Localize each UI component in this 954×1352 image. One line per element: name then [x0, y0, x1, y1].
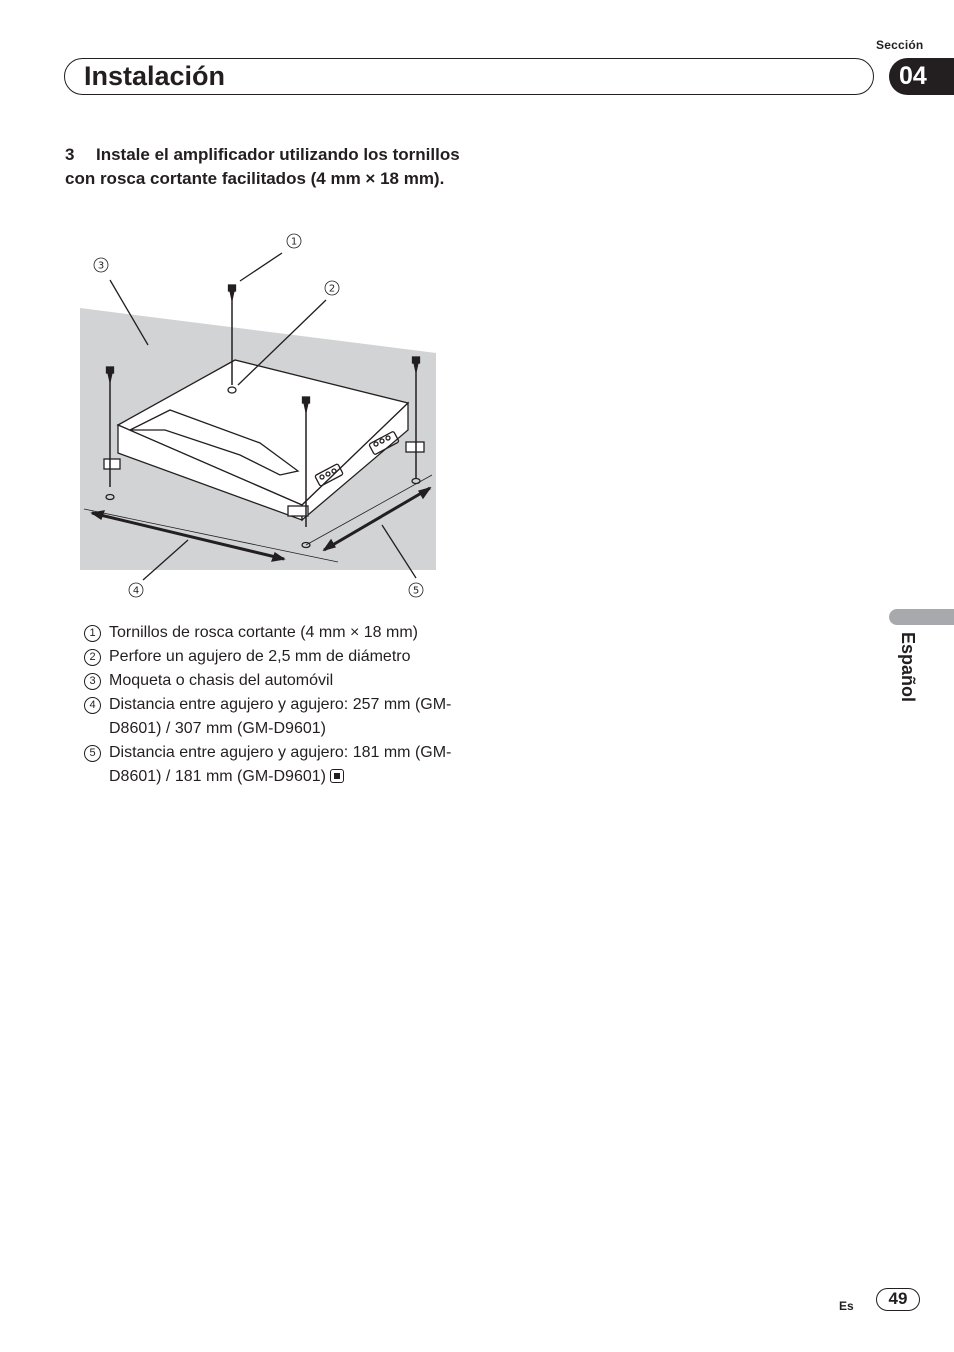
legend-text: Distancia entre agujero y agujero: 181 mm (GM-D8601) / 181 mm (GM-D9601) [109, 744, 452, 785]
callout-3: 3 [97, 260, 105, 272]
mounting-foot [288, 506, 308, 516]
installation-figure [70, 225, 455, 605]
legend-text: Moqueta o chasis del automóvil [109, 672, 334, 689]
step-text: Instale el amplificador utilizando los tornillos con rosca cortante facilitados (4 mm × 18 mm). [65, 145, 460, 188]
legend-mark: 4 [84, 697, 101, 714]
page-number: 49 [876, 1288, 920, 1311]
end-of-section-icon [330, 769, 344, 783]
legend-mark: 1 [84, 625, 101, 642]
language-tab [889, 609, 954, 625]
legend-mark: 5 [84, 745, 101, 762]
footer-language-code: Es [839, 1299, 854, 1313]
legend-mark: 3 [84, 673, 101, 690]
language-label: Español [898, 632, 918, 703]
callout-5: 5 [412, 585, 420, 597]
legend-item [84, 741, 464, 789]
callout-2: 2 [328, 283, 336, 295]
callout-4: 4 [132, 585, 140, 597]
section-label: Sección [876, 38, 924, 52]
mounting-foot [406, 442, 424, 452]
legend-item [84, 621, 464, 645]
section-number-badge: 04 [889, 58, 954, 95]
leader-line-1 [240, 253, 282, 281]
legend-text: Tornillos de rosca cortante (4 mm × 18 mm) [109, 624, 418, 641]
mounting-foot [104, 459, 120, 469]
step-heading [65, 143, 465, 191]
callout-1: 1 [290, 236, 298, 248]
callout-legend [84, 621, 464, 789]
legend-item [84, 645, 464, 669]
legend-text: Perfore un agujero de 2,5 mm de diámetro [109, 648, 411, 665]
legend-text: Distancia entre agujero y agujero: 257 mm (GM-D8601) / 307 mm (GM-D9601) [109, 696, 452, 737]
page-title: Instalación [84, 61, 226, 91]
legend-item [84, 669, 464, 693]
step-number: 3 [65, 145, 75, 164]
legend-mark: 2 [84, 649, 101, 666]
legend-item [84, 693, 464, 741]
